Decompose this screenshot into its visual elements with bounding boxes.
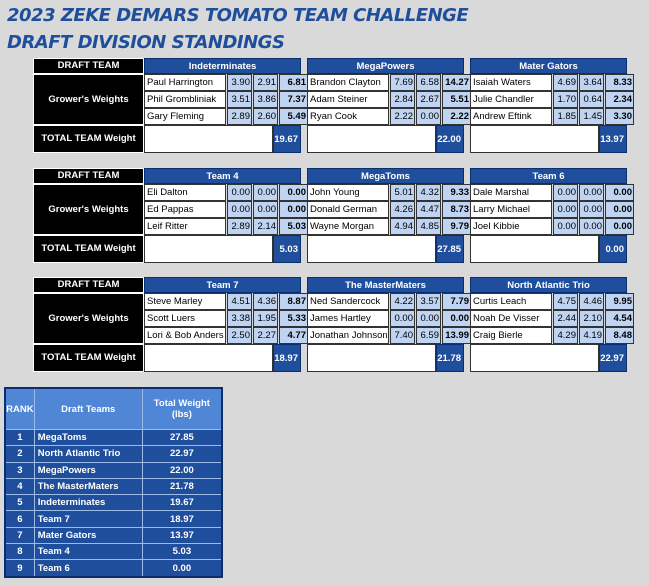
grower-name: John Young — [307, 184, 389, 201]
team-header-row — [33, 58, 627, 74]
weight-2: 2.67 — [416, 91, 441, 108]
grower-sum: 6.81 — [279, 74, 308, 91]
weight-1: 7.69 — [390, 74, 415, 91]
team-growers — [307, 74, 470, 125]
weight-2: 2.10 — [579, 310, 604, 327]
total-blank — [307, 125, 436, 153]
rank-weight: 19.67 — [169, 497, 194, 509]
weight-1: 0.00 — [390, 310, 415, 327]
weight-1: 4.51 — [227, 293, 252, 310]
team-name: Indeterminates — [144, 58, 301, 74]
team-name: North Atlantic Trio — [470, 277, 627, 293]
rank-team: The MasterMaters — [35, 479, 143, 494]
total-row — [33, 344, 627, 372]
ranking-table — [4, 387, 223, 578]
weight-2: 2.27 — [253, 327, 278, 344]
team-growers — [144, 74, 307, 125]
grower-name: Craig Bierle — [470, 327, 552, 344]
team-total-value: 21.78 — [436, 344, 464, 372]
growers-weights-label: Grower's Weights — [33, 293, 144, 344]
rank-weight: 21.78 — [169, 481, 194, 493]
rank-number: 9 — [6, 560, 35, 575]
weight-1: 4.22 — [390, 293, 415, 310]
grower-sum: 2.34 — [605, 91, 634, 108]
weight-1: 2.84 — [390, 91, 415, 108]
weight-1: 4.69 — [553, 74, 578, 91]
rank-number: 8 — [6, 544, 35, 559]
weight-2: 3.86 — [253, 91, 278, 108]
grower-name: Lori & Bob Anders — [144, 327, 226, 344]
weight-1: 0.00 — [553, 218, 578, 235]
grower-sum: 0.00 — [442, 310, 471, 327]
grower-sum: 14.27 — [442, 74, 471, 91]
weight-1: 2.50 — [227, 327, 252, 344]
weight-1: 0.00 — [227, 201, 252, 218]
weight-2: 4.19 — [579, 327, 604, 344]
rank-weight: 22.00 — [169, 464, 194, 476]
team-header-row — [33, 168, 627, 184]
team-growers — [307, 293, 470, 344]
ranking-row — [6, 494, 221, 510]
grower-sum: 0.00 — [605, 218, 634, 235]
grower-sum: 0.00 — [279, 184, 308, 201]
rank-weight: 5.03 — [172, 546, 192, 558]
weight-2: 6.59 — [416, 327, 441, 344]
rank-team: Mater Gators — [35, 528, 143, 543]
weight-1: 5.01 — [390, 184, 415, 201]
grower-name: Julie Chandler — [470, 91, 552, 108]
draft-team-label: DRAFT TEAM — [33, 277, 144, 293]
grower-name: Scott Luers — [144, 310, 226, 327]
grower-sum: 2.22 — [442, 108, 471, 125]
grower-sum: 0.00 — [605, 201, 634, 218]
team-growers — [470, 74, 632, 125]
grower-row — [307, 91, 471, 108]
team-total-value: 22.00 — [436, 125, 464, 153]
total-blank — [470, 344, 599, 372]
weight-1: 2.44 — [553, 310, 578, 327]
team-growers — [470, 184, 632, 235]
grower-row — [307, 184, 471, 201]
team-total-value: 27.85 — [436, 235, 464, 263]
team-total-value: 18.97 — [273, 344, 301, 372]
rank-team: Team 6 — [35, 560, 143, 575]
rank-team: Team 7 — [35, 511, 143, 526]
team-total — [144, 235, 301, 263]
rank-team: MegaPowers — [35, 463, 143, 478]
team-header-row — [33, 277, 627, 293]
rank-number: 7 — [6, 528, 35, 543]
grower-sum: 8.87 — [279, 293, 308, 310]
total-blank — [470, 125, 599, 153]
weight-1: 1.85 — [553, 108, 578, 125]
grower-row — [307, 74, 471, 91]
grower-name: Ryan Cook — [307, 108, 389, 125]
weight-2: 3.57 — [416, 293, 441, 310]
grower-name: Paul Harrington — [144, 74, 226, 91]
weight-1: 2.89 — [227, 218, 252, 235]
grower-name: Curtis Leach — [470, 293, 552, 310]
team-total — [470, 235, 627, 263]
total-row — [33, 235, 627, 263]
rank-weight: 18.97 — [169, 513, 194, 525]
grower-sum: 7.37 — [279, 91, 308, 108]
grower-row — [144, 218, 308, 235]
weight-2: 0.00 — [579, 184, 604, 201]
grower-name: Ned Sandercock — [307, 293, 389, 310]
team-growers — [307, 184, 470, 235]
weight-2: 0.00 — [416, 108, 441, 125]
page-subtitle: DRAFT DIVISION STANDINGS — [7, 32, 285, 53]
draft-team-label: DRAFT TEAM — [33, 168, 144, 184]
grower-name: Leif Ritter — [144, 218, 226, 235]
ranking-header — [6, 389, 221, 429]
rank-weight: 22.97 — [169, 448, 194, 460]
rank-weight: 13.97 — [169, 529, 194, 541]
grower-name: Jonathan Johnson — [307, 327, 389, 344]
rank-team: Team 4 — [35, 544, 143, 559]
grower-name: Gary Fleming — [144, 108, 226, 125]
grower-sum: 4.77 — [279, 327, 308, 344]
team-growers — [470, 293, 632, 344]
weight-2: 6.58 — [416, 74, 441, 91]
rank-number: 3 — [6, 463, 35, 478]
weight-2: 0.00 — [579, 201, 604, 218]
grower-name: Steve Marley — [144, 293, 226, 310]
grower-sum: 8.33 — [605, 74, 634, 91]
weight-1: 3.38 — [227, 310, 252, 327]
rank-number: 2 — [6, 446, 35, 461]
rank-team: North Atlantic Trio — [35, 446, 143, 461]
grower-name: Isaiah Waters — [470, 74, 552, 91]
weight-1: 0.00 — [227, 184, 252, 201]
growers-row — [33, 293, 632, 344]
team-total — [470, 344, 627, 372]
team-growers — [144, 184, 307, 235]
weight-2: 2.91 — [253, 74, 278, 91]
weight-2: 4.46 — [579, 293, 604, 310]
ranking-row — [6, 559, 221, 575]
growers-weights-label: Grower's Weights — [33, 184, 144, 235]
total-blank — [307, 235, 436, 263]
weight-2: 2.60 — [253, 108, 278, 125]
grower-name: Donald German — [307, 201, 389, 218]
grower-row — [470, 218, 634, 235]
grower-name: Dale Marshal — [470, 184, 552, 201]
grower-name: Wayne Morgan — [307, 218, 389, 235]
weight-2: 0.64 — [579, 91, 604, 108]
weight-1: 4.26 — [390, 201, 415, 218]
weight-2: 1.95 — [253, 310, 278, 327]
team-total-value: 19.67 — [273, 125, 301, 153]
team-name: Team 6 — [470, 168, 627, 184]
team-total — [307, 344, 464, 372]
weight-1: 2.22 — [390, 108, 415, 125]
grower-row — [470, 201, 634, 218]
weight-2: 2.14 — [253, 218, 278, 235]
grower-name: Larry Michael — [470, 201, 552, 218]
weight-1: 0.00 — [553, 201, 578, 218]
rank-weight: 27.85 — [169, 432, 194, 444]
grower-row — [470, 91, 634, 108]
grower-row — [307, 293, 471, 310]
draft-team-label: DRAFT TEAM — [33, 58, 144, 74]
team-total — [307, 235, 464, 263]
grower-sum: 3.30 — [605, 108, 634, 125]
team-total — [144, 125, 301, 153]
total-blank — [144, 125, 273, 153]
grower-row — [144, 327, 308, 344]
grower-row — [144, 293, 308, 310]
grower-row — [470, 293, 634, 310]
rank-number: 4 — [6, 479, 35, 494]
grower-name: James Hartley — [307, 310, 389, 327]
ranking-row — [6, 445, 221, 461]
grower-row — [470, 74, 634, 91]
weight-1: 2.89 — [227, 108, 252, 125]
grower-sum: 9.95 — [605, 293, 634, 310]
grower-name: Joel Kibbie — [470, 218, 552, 235]
total-team-weight-label: TOTAL TEAM Weight — [33, 344, 144, 372]
team-total — [144, 344, 301, 372]
weight-2: 0.00 — [579, 218, 604, 235]
weight-2: 4.85 — [416, 218, 441, 235]
grower-name: Adam Steiner — [307, 91, 389, 108]
grower-name: Ed Pappas — [144, 201, 226, 218]
grower-row — [144, 201, 308, 218]
weight-header: Total Weight (lbs) — [153, 398, 210, 420]
weight-1: 3.90 — [227, 74, 252, 91]
weight-1: 7.40 — [390, 327, 415, 344]
grower-sum: 8.48 — [605, 327, 634, 344]
grower-name: Brandon Clayton — [307, 74, 389, 91]
ranking-row — [6, 543, 221, 559]
total-blank — [144, 344, 273, 372]
weight-1: 3.51 — [227, 91, 252, 108]
grower-row — [144, 91, 308, 108]
weight-1: 0.00 — [553, 184, 578, 201]
team-total-value: 0.00 — [599, 235, 627, 263]
weight-2: 1.45 — [579, 108, 604, 125]
total-row — [33, 125, 627, 153]
weight-2: 0.00 — [253, 201, 278, 218]
ranking-row — [6, 462, 221, 478]
grower-sum: 5.49 — [279, 108, 308, 125]
team-total-value: 5.03 — [273, 235, 301, 263]
weight-1: 1.70 — [553, 91, 578, 108]
team-total-value: 13.97 — [599, 125, 627, 153]
weight-1: 4.94 — [390, 218, 415, 235]
growers-row — [33, 74, 632, 125]
grower-row — [144, 108, 308, 125]
weight-2: 4.36 — [253, 293, 278, 310]
rank-weight: 0.00 — [172, 562, 192, 574]
grower-sum: 5.03 — [279, 218, 308, 235]
grower-row — [144, 74, 308, 91]
weight-2: 3.64 — [579, 74, 604, 91]
weight-1: 4.29 — [553, 327, 578, 344]
grower-name: Phil Grombliniak — [144, 91, 226, 108]
rank-number: 5 — [6, 495, 35, 510]
rank-team: MegaToms — [35, 430, 143, 445]
grower-row — [144, 310, 308, 327]
grower-sum: 9.79 — [442, 218, 471, 235]
rank-number: 1 — [6, 430, 35, 445]
grower-row — [470, 184, 634, 201]
team-total — [307, 125, 464, 153]
total-blank — [144, 235, 273, 263]
weight-2: 4.32 — [416, 184, 441, 201]
team-name: Mater Gators — [470, 58, 627, 74]
rank-header: RANK — [6, 389, 35, 429]
total-team-weight-label: TOTAL TEAM Weight — [33, 125, 144, 153]
grower-name: Andrew Eftink — [470, 108, 552, 125]
rank-number: 6 — [6, 511, 35, 526]
teams-header: Draft Teams — [35, 389, 143, 429]
total-team-weight-label: TOTAL TEAM Weight — [33, 235, 144, 263]
total-blank — [470, 235, 599, 263]
grower-sum: 4.54 — [605, 310, 634, 327]
team-name: MegaPowers — [307, 58, 464, 74]
ranking-row — [6, 429, 221, 445]
grower-sum: 0.00 — [605, 184, 634, 201]
weight-2: 0.00 — [416, 310, 441, 327]
grower-row — [144, 184, 308, 201]
ranking-row — [6, 510, 221, 526]
grower-row — [307, 108, 471, 125]
team-total-value: 22.97 — [599, 344, 627, 372]
page-title: 2023 ZEKE DEMARS TOMATO TEAM CHALLENGE — [7, 5, 469, 26]
grower-sum: 13.99 — [442, 327, 471, 344]
rank-team: Indeterminates — [35, 495, 143, 510]
grower-name: Eli Dalton — [144, 184, 226, 201]
grower-row — [470, 108, 634, 125]
team-total — [470, 125, 627, 153]
grower-name: Noah De Visser — [470, 310, 552, 327]
ranking-row — [6, 478, 221, 494]
grower-sum: 5.51 — [442, 91, 471, 108]
grower-sum: 7.79 — [442, 293, 471, 310]
ranking-row — [6, 527, 221, 543]
grower-row — [307, 218, 471, 235]
total-blank — [307, 344, 436, 372]
team-name: Team 7 — [144, 277, 301, 293]
grower-row — [307, 327, 471, 344]
grower-row — [307, 310, 471, 327]
grower-row — [470, 327, 634, 344]
weight-2: 4.47 — [416, 201, 441, 218]
weight-2: 0.00 — [253, 184, 278, 201]
team-name: Team 4 — [144, 168, 301, 184]
grower-sum: 5.33 — [279, 310, 308, 327]
grower-sum: 0.00 — [279, 201, 308, 218]
weight-1: 4.75 — [553, 293, 578, 310]
growers-weights-label: Grower's Weights — [33, 74, 144, 125]
grower-sum: 8.73 — [442, 201, 471, 218]
growers-row — [33, 184, 632, 235]
team-growers — [144, 293, 307, 344]
grower-row — [470, 310, 634, 327]
grower-sum: 9.33 — [442, 184, 471, 201]
grower-row — [307, 201, 471, 218]
team-name: MegaToms — [307, 168, 464, 184]
team-name: The MasterMaters — [307, 277, 464, 293]
